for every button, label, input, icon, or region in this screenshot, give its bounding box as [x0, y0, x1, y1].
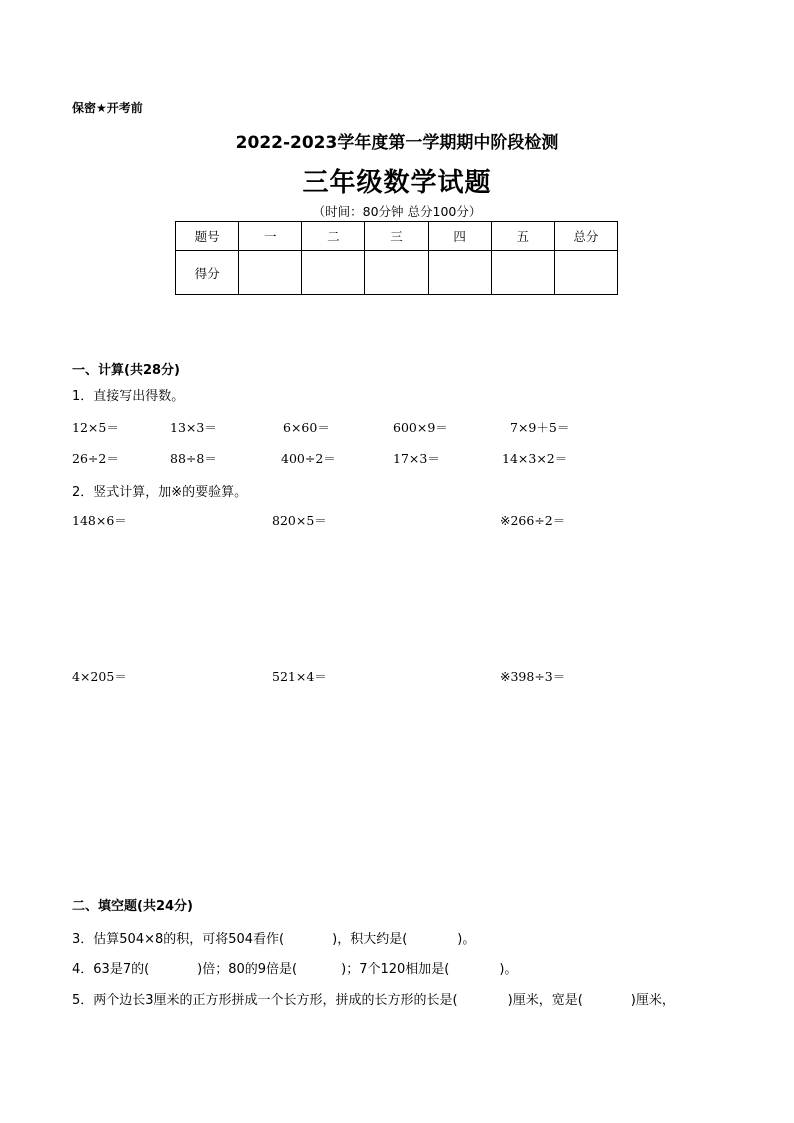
exam-time-info: （时间：80分钟 总分100分） — [312, 204, 482, 219]
score-cell[interactable] — [239, 251, 302, 295]
score-header-cell: 四 — [428, 222, 491, 251]
oral-calc-item: 26÷2＝ — [72, 451, 119, 466]
question-2-prompt: 2．竖式计算，加※的要验算。 — [72, 485, 248, 500]
score-header-cell: 一 — [239, 222, 302, 251]
oral-calc-item: 14×3×2＝ — [502, 451, 568, 466]
vertical-calc-item: 4×205＝ — [72, 669, 127, 684]
score-cell[interactable] — [428, 251, 491, 295]
oral-calc-item: 13×3＝ — [170, 420, 217, 435]
score-header-cell: 五 — [491, 222, 554, 251]
oral-calc-item: 6×60＝ — [283, 420, 330, 435]
question-3-text: )，积大约是( — [332, 932, 408, 947]
vertical-calc-item: 148×6＝ — [72, 513, 127, 528]
score-cell[interactable] — [365, 251, 428, 295]
oral-calc-item: 600×9＝ — [393, 420, 448, 435]
question-1-prompt: 1．直接写出得数。 — [72, 389, 185, 404]
section-1-title: 一、计算(共28分) — [72, 363, 180, 378]
confidential-label: 保密★开考前 — [72, 101, 143, 115]
score-cell[interactable] — [491, 251, 554, 295]
score-header-cell: 二 — [302, 222, 365, 251]
score-table-header-row — [176, 222, 618, 251]
exam-title: 2022-2023学年度第一学期期中阶段检测 — [235, 133, 559, 153]
section-2-title: 二、填空题(共24分) — [72, 899, 193, 914]
question-3 — [72, 928, 475, 947]
question-4-text: )倍；80的9倍是( — [197, 962, 298, 977]
oral-calc-item: 400÷2＝ — [281, 451, 336, 466]
vertical-calc-item: ※398÷3＝ — [500, 669, 566, 684]
score-cell[interactable] — [302, 251, 365, 295]
question-5 — [72, 989, 675, 1008]
vertical-calc-item: 521×4＝ — [272, 669, 327, 684]
question-4-text: )。 — [499, 962, 518, 977]
oral-calc-item: 12×5＝ — [72, 420, 119, 435]
question-4-text: 4．63是7的( — [72, 962, 150, 977]
score-row-label: 得分 — [176, 251, 239, 295]
score-cell[interactable] — [554, 251, 617, 295]
vertical-calc-item: 820×5＝ — [272, 513, 327, 528]
question-5-text: )厘米，宽是( — [507, 993, 583, 1008]
exam-subject-title: 三年级数学试题 — [302, 168, 492, 198]
question-3-text: )。 — [457, 932, 476, 947]
score-header-cell: 题号 — [176, 222, 239, 251]
vertical-calc-item: ※266÷2＝ — [500, 513, 566, 528]
oral-calc-item: 17×3＝ — [393, 451, 440, 466]
score-header-cell: 总分 — [554, 222, 617, 251]
score-table — [175, 221, 618, 295]
score-table-score-row — [176, 251, 618, 295]
question-4-text: )；7个120相加是( — [341, 962, 450, 977]
question-3-text: 3．估算504×8的积，可将504看作( — [72, 932, 285, 947]
score-header-cell: 三 — [365, 222, 428, 251]
oral-calc-item: 7×9＋5＝ — [510, 420, 570, 435]
question-5-text: 5．两个边长3厘米的正方形拼成一个长方形，拼成的长方形的长是( — [72, 993, 458, 1008]
oral-calc-item: 88÷8＝ — [170, 451, 217, 466]
question-5-text: )厘米， — [630, 993, 675, 1008]
question-4 — [72, 958, 517, 977]
